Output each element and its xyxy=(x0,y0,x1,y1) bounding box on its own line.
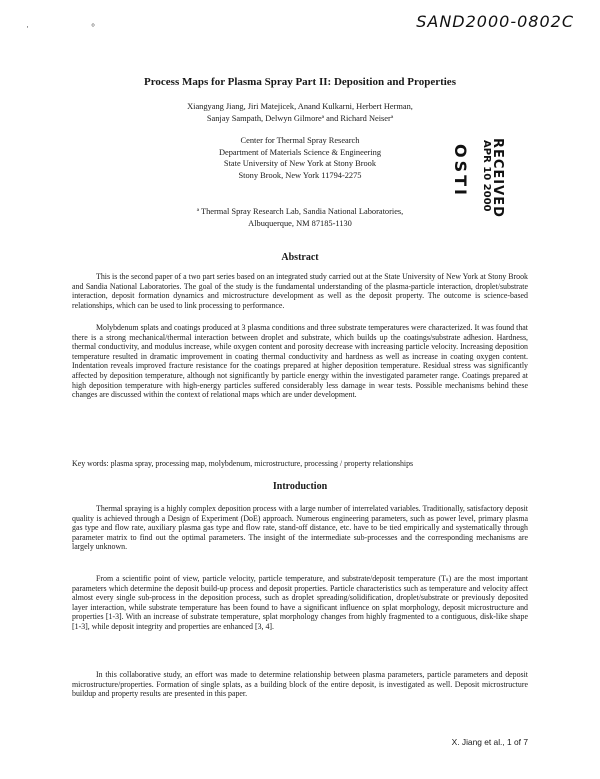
affiliation-sandia xyxy=(150,206,450,229)
stamp-date: APR 10 2000 xyxy=(481,140,492,212)
body-paragraph: From a scientific point of view, particle velocity, particle temperature, and substrate/deposit temperature (Tₛ) are the most important parameters which determine the deposit build-up process and deposit properties. Particle characteristics such as temperature and velocity affect almost every single sub-process in the deposition process, such as droplet spreading/solidification, droplet/substrate or previously deposited layer interaction, while substrate temperature has been found to have a significant influence on splat morphology, deposit microstructure and properties [1-3]. With an increase of substrate temperature, splat morphology changes from highly fragmented to a contiguous, disk-like shape [1-3], while deposit integrity and properties are enhanced [3, 4]. xyxy=(72,574,528,631)
document-number: SAND2000-0802C xyxy=(416,12,574,31)
author-line: Xiangyang Jiang, Jiri Matejicek, Anand Kulkarni, Herbert Herman, xyxy=(187,102,413,111)
received-stamp xyxy=(450,138,542,238)
body-paragraph: Thermal spraying is a highly complex deposition process with a large number of interrelated variables. Traditionally, satisfactory deposit quality is achieved through a Design of Experiment (DoE) approach. Numerous engineering parameters, such as power level, primary plasma gas type and flow rate, auxiliary plasma gas type and flow rate, stand-off distance, etc. have to be tied empirically and systematically through parameter matrix to find out the optimal parameters. The insight of the intermediate sub-processes and the corresponding mechanisms are largely unknown. xyxy=(72,504,528,552)
affiliation-line: State University of New York at Stony Brook xyxy=(223,159,377,168)
body-paragraph: In this collaborative study, an effort was made to determine relationship between plasma parameters, particle parameters and deposit microstructure/properties. Formation of single splats, as a building block of the entire deposit, is investigated as well. Deposit microstructure buildup and property results are presented in this paper. xyxy=(72,670,528,699)
affiliation-line: Stony Brook, New York 11794-2275 xyxy=(238,170,362,180)
affiliation-line: ª Thermal Spray Research Lab, Sandia National Laboratories, xyxy=(196,207,404,216)
abstract-paragraph: Molybdenum splats and coatings produced at 3 plasma conditions and three substrate temperatures were characterized. It was found that there is a strong mechanical/thermal interaction between droplet and substrate, which builds up the coatings/substrate adhesion. Hardness, thermal conductivity, and modulus increase, while oxygen content and porosity decrease with increasing particle velocity. Increasing deposition temperature resulted in dramatic improvement in coating thermal conductivity and hardness as well as increase in coating oxygen content. Indentation reveals improved fracture resistance for the coatings prepared at higher deposition temperature. Residual stress was significantly affected by deposition temperature, although not significantly by particle energy within the investigated parameter range. Coatings prepared at high deposition temperature with high-energy particles suffered considerably less damage in wear tests. Possible mechanisms behind these changes are discussed within the context of relational maps which are under development. xyxy=(72,323,528,400)
affiliation-line: Center for Thermal Spray Research xyxy=(240,136,360,145)
abstract-paragraph: This is the second paper of a two part series based on an integrated study carried out at the State University of New York at Stony Brook and Sandia National Laboratories. The goal of the study is the fundamental understanding of the plasma-particle interaction, droplet/substrate interaction, deposit formation dynamics and microstructure development as well as the deposit property. The outcome is science-based relationships, which can be used to link processing to performance. xyxy=(72,272,528,310)
stamp-received: RECEIVED xyxy=(490,138,505,218)
scan-corner-marks: · ° xyxy=(26,22,125,32)
introduction-heading: Introduction xyxy=(272,481,328,492)
author-line: Sanjay Sampath, Delwyn Gilmoreª and Richard Neiserª xyxy=(206,114,394,123)
page-footer: X. Jiang et al., 1 of 7 xyxy=(451,737,528,747)
affiliation-line: Albuquerque, NM 87185-1130 xyxy=(248,218,352,228)
author-list xyxy=(100,101,500,125)
paper-title: Process Maps for Plasma Spray Part II: Deposition and Properties xyxy=(144,76,456,88)
abstract-heading: Abstract xyxy=(281,252,319,263)
affiliation-line: Department of Materials Science & Engineering xyxy=(218,147,382,157)
stamp-osti: OSTI xyxy=(451,144,470,198)
affiliation-block xyxy=(150,135,450,181)
keywords: Key words: plasma spray, processing map, molybdenum, microstructure, processing / property relationships xyxy=(72,459,414,468)
